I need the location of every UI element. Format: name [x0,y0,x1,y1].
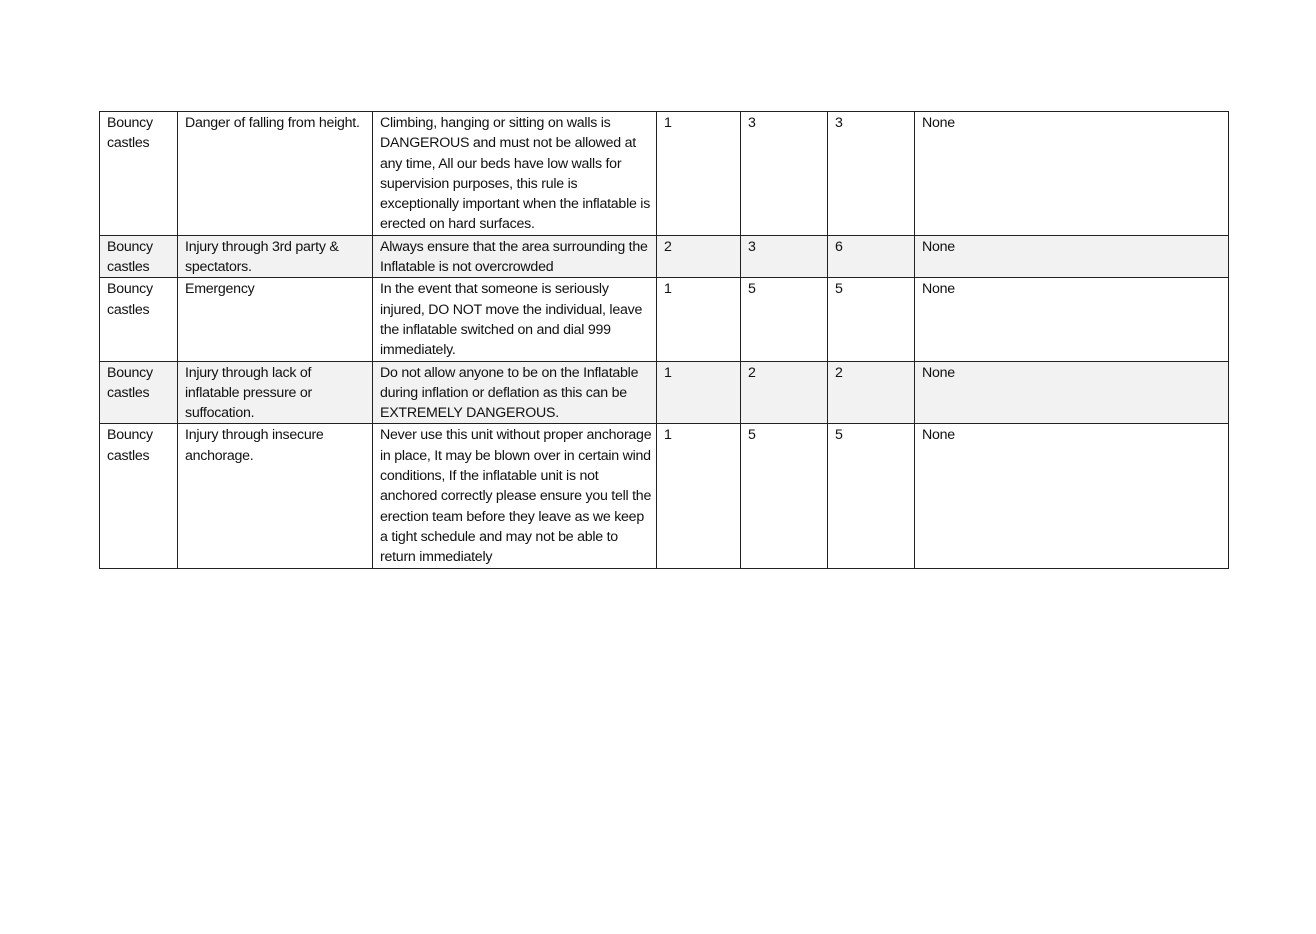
further-action-cell: None [915,361,1229,424]
hazard-cell: Emergency [178,278,373,361]
table-row [100,361,1229,424]
likelihood-cell: 1 [657,112,741,236]
further-action-cell: None [915,424,1229,568]
risk-rating-cell: 6 [828,235,915,278]
likelihood-cell: 2 [657,235,741,278]
hazard-cell: Injury through 3rd party & spectators. [178,235,373,278]
control-measures-cell: Do not allow anyone to be on the Inflatable during inflation or deflation as this can be EXTREMELY DANGEROUS. [373,361,657,424]
further-action-cell: None [915,235,1229,278]
hazard-cell: Danger of falling from height. [178,112,373,236]
control-measures-cell: Climbing, hanging or sitting on walls is DANGEROUS and must not be allowed at any time, All our beds have low walls for supervision purposes, this rule is exceptionally important when the inflatable is erected on hard surfaces. [373,112,657,236]
risk-rating-cell: 5 [828,424,915,568]
severity-cell: 5 [741,278,828,361]
control-measures-cell: Never use this unit without proper anchorage in place, It may be blown over in certain wind conditions, If the inflatable unit is not anchored correctly please ensure you tell the erection team before they leave as we keep a tight schedule and may not be able to return immediately [373,424,657,568]
table-row [100,112,1229,236]
control-measures-cell: In the event that someone is seriously injured, DO NOT move the individual, leave the inflatable switched on and dial 999 immediately. [373,278,657,361]
activity-cell: Bouncy castles [100,424,178,568]
activity-cell: Bouncy castles [100,235,178,278]
activity-cell: Bouncy castles [100,112,178,236]
severity-cell: 3 [741,235,828,278]
table-row [100,235,1229,278]
further-action-cell: None [915,112,1229,236]
risk-rating-cell: 3 [828,112,915,236]
severity-cell: 5 [741,424,828,568]
risk-assessment-table [99,111,1229,569]
likelihood-cell: 1 [657,361,741,424]
further-action-cell: None [915,278,1229,361]
hazard-cell: Injury through lack of inflatable pressure or suffocation. [178,361,373,424]
hazard-cell: Injury through insecure anchorage. [178,424,373,568]
control-measures-cell: Always ensure that the area surrounding the Inflatable is not overcrowded [373,235,657,278]
risk-rating-cell: 2 [828,361,915,424]
table-row [100,278,1229,361]
likelihood-cell: 1 [657,424,741,568]
table-row [100,424,1229,568]
activity-cell: Bouncy castles [100,361,178,424]
severity-cell: 2 [741,361,828,424]
likelihood-cell: 1 [657,278,741,361]
severity-cell: 3 [741,112,828,236]
activity-cell: Bouncy castles [100,278,178,361]
risk-rating-cell: 5 [828,278,915,361]
